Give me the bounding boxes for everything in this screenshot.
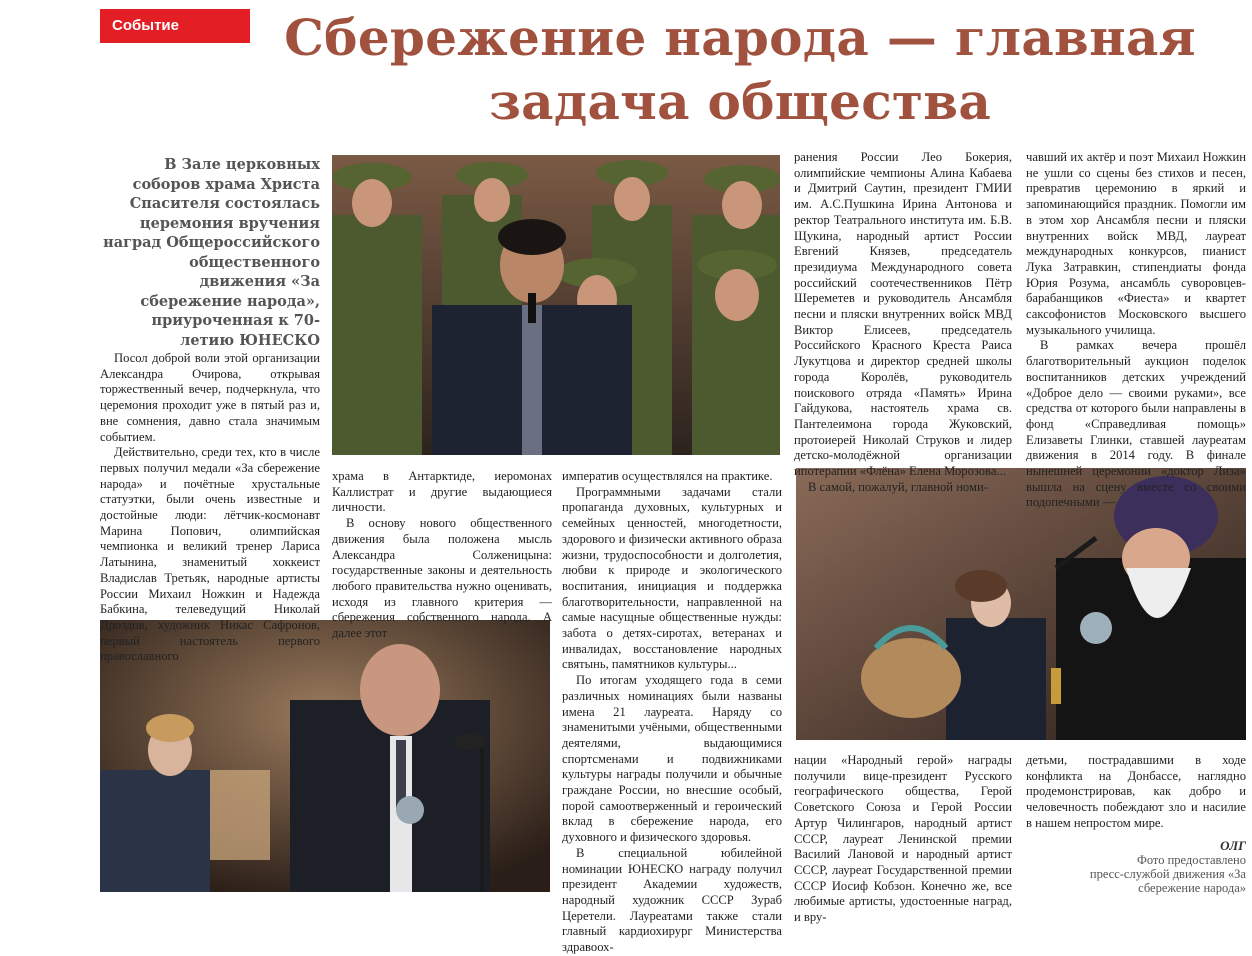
paragraph: В специальной юбилейной номинации ЮНЕСКО награду получил президент Академии художеств, народный художник СССР Зураб Церетели. Лауреатами также стали главный кардиохирург Министерства здравоох-	[562, 845, 782, 955]
photo-credit-line: пресс-службой движения «За	[1089, 867, 1246, 881]
text-column-1	[100, 351, 320, 665]
text-column-5	[1026, 150, 1246, 511]
photo-credit-line: Фото предоставлено	[1136, 853, 1246, 867]
photo-choir-singer	[332, 155, 780, 455]
paragraph: Программными задачами стали пропаганда духовных, культурных и семейных ценностей, многодетности, здорового и физически активного образа жизни, трудоспособности и долголетия, любви к природе и экологического воспитания, инициация и поддержка благотворительности, направленной на самые насущные общественные нужды: забота о детях-сиротах, ветеранах и инвалидах, восстановление народных святынь, памятников культуры...	[562, 484, 782, 672]
section-rubric: Событие	[100, 9, 250, 43]
paragraph: чавший их актёр и поэт Михаил Ножкин не ушли со сцены без стихов и песен, превратив церемонию в яркий и запоминающийся праздник. Помогли им в этом хор Ансамбля песни и пляски внутренних войск МВД, лауреат международных конкурсов, пианист Лука Затравкин, стипендиаты фонда Юрия Розума, ансамбль суворовцев-барабанщиков «Фиеста» и квартет саксофонистов Московского высшего музыкального училища.	[1026, 150, 1246, 337]
paragraph: В основу нового общественного движения была положена мысль Александра Солженицына: государственные законы и деятельность любого правительства нужно оценивать, исходя из главного критерия — сбережения собственного народа. А далее этот	[332, 516, 552, 641]
paragraph: Действительно, среди тех, кто в числе первых получил медали «За сбережение народа» и почётные хрустальные статуэтки, были очень известные и достойные люди: лётчик-космонавт Марина Попович, олимпийская чемпионка и великий тренер Лариса Латынина, знаменитый хоккеист Владислав Третьяк, народные артисты России Михаил Ножкин и Надежда Бабкина, телеведущий Николай Дроздов, художник Никас Сафронов, первый настоятель первого православного	[100, 445, 320, 664]
article-signature	[1000, 839, 1246, 895]
paragraph: Посол доброй воли этой организации Александра Очирова, открывая торжественный вечер, подчеркнула, что церемония проходит уже в пятый раз и, вне сомнения, давно стала значимым событием.	[100, 351, 320, 444]
text-column-3	[562, 469, 782, 956]
paragraph: По итогам уходящего года в семи различных номинациях были названы имена 21 лауреата. Наряду со знаменитыми учёными, общественными деятелями, выдающимися спортсменами и подвижниками культуры награды получили и обычные граждане России, но внесшие особый, порой самоотверженный и героический вклад в сбережение народа, его духовного и физического здоровья.	[562, 673, 782, 845]
paragraph: В рамках вечера прошёл благотворительный аукцион поделок воспитанников детских учреждений «Доброе дело — своими руками», все средства от которого были направлены в фонд «Справедливая помощь» Елизаветы Глинки, ставшей лауреатам движения в 2014 году. В финале нынешней церемонии «доктор Лиза» вышла на сцену вместе со своими подопечными —	[1026, 338, 1246, 510]
paragraph: детьми, пострадавшими в ходе конфликта на Донбассе, наглядно продемонстрировав, как добро и человечность побеждают зло и насилие в нашем непростом мире.	[1026, 753, 1246, 830]
paragraph: В самой, пожалуй, главной номи-	[808, 479, 988, 494]
article-headline	[260, 6, 1220, 134]
text-column-5-continued	[1026, 753, 1246, 832]
article-lead: В Зале церковных соборов храма Христа Спасителя состоялась церемония вручения наград Общероссийского общественного движения «За сбережение народа», приуроченная к 70-летию ЮНЕСКО	[103, 156, 320, 349]
photo-credit-line: сбережение народа»	[1138, 881, 1246, 895]
headline-line-2: задача общества	[488, 72, 992, 131]
paragraph: императив осуществлялся на практике.	[562, 469, 773, 483]
headline-line-1: Сбережение народа — главная	[284, 8, 1196, 67]
text-column-4	[794, 150, 1012, 495]
text-column-4-continued	[794, 753, 1012, 926]
paragraph: нации «Народный герой» награды получили вице-президент Русского географического общества, Герой Советского Союза и Герой России Артур Чилингаров, народный артист СССР, лауреат Ленинской премии Василий Лановой и народный артист СССР, лауреат Государственной премии СССР Иосиф Кобзон. Конечно же, все любимые артисты, удостоенные наград, и вру-	[794, 753, 1012, 925]
paragraph: ранения России Лео Бокерия, олимпийские чемпионы Алина Кабаева и Дмитрий Саутин, президент ГМИИ им. А.С.Пушкина Ирина Антонова и ректор Театрального института им. Б.В. Щукина, народный артист России Евгений Князев, председатель президиума Международного совета российский соотечественников Пётр Шереметев и руководитель Ансамбля песни и пляски внутренних войск МВД Виктор Елисеев, председатель Российского Красного Креста Раиса Лукутцова и директор средней школы города Королёв, руководитель поискового отряда «Память» Ирина Гайдукова, настоятель храма св. Пантелеимона города Жуковский, протоиерей Николай Струков и лидер детско-молодёжной организации ипотерапии «Флёна» Елена Морозова...	[794, 150, 1012, 479]
text-column-2	[332, 469, 552, 642]
author-initials: ОЛГ	[1220, 838, 1246, 853]
paragraph: храма в Антарктиде, иеромонах Каллистрат и другие выдающиеся личности.	[332, 469, 552, 515]
photo-choir-singer-image	[332, 155, 780, 455]
